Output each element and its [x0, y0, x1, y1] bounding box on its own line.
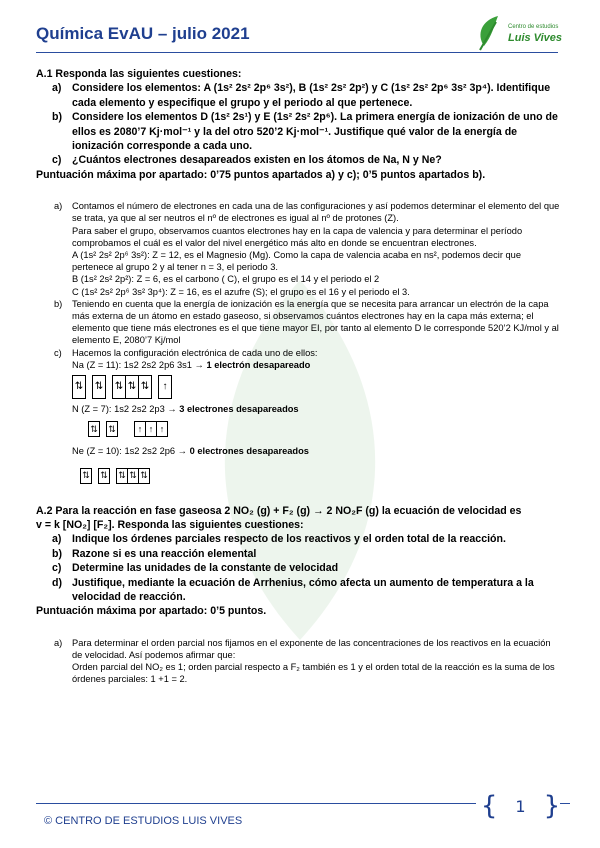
n-orbital-diagram: ⇅ ⇅ ↑ ↑ ↑: [88, 421, 560, 437]
q1-a-label: a): [52, 82, 62, 95]
a1-c-text: Hacemos la configuración electrónica de cada uno de ellos:: [72, 347, 318, 358]
footer-divider: [36, 803, 476, 804]
a1-a-B: B (1s² 2s² 2p²): Z = 6, es el carbono ( C), el grupo es el 14 y el periodo el 2: [72, 274, 380, 285]
q1-title: A.1 Responda las siguientes cuestiones:: [36, 68, 242, 80]
page-number-value: 1: [515, 796, 526, 816]
n-config: N (Z = 7): 1s2 2s2 2p3 →: [72, 404, 177, 415]
footer-copyright: © CENTRO DE ESTUDIOS LUIS VIVES: [44, 815, 243, 827]
q2-d-label: d): [52, 576, 62, 589]
a2-a-label: a): [54, 637, 63, 648]
ne-result: 0 electrones desapareados: [189, 446, 309, 457]
orbital-box: ⇅: [74, 380, 84, 392]
a1-a-label: a): [54, 201, 63, 212]
a1-a-p1: Contamos el número de electrones en cada una de las configuraciones y así podemos determinar el elemento del que se trata, ya que al ser neutros el nº de electrones es igual al nº de protones (Z).: [72, 201, 560, 224]
q2-b-text: Razone si es una reacción elemental: [72, 547, 257, 560]
a1-b-label: b): [54, 298, 63, 309]
q1-c-text: ¿Cuántos electrones desapareados existen en los átomos de Na, N y Ne?: [72, 154, 442, 167]
document-body: [36, 67, 560, 686]
q1-a-text: Considere los elementos: A (1s² 2s² 2p⁶ 3s²), B (1s² 2s² 2p²) y C (1s² 2s² 2p⁶ 3s² 3p⁴). Identifique cada elemento y especifique el grupo y el periodo al que pertenece.: [72, 82, 551, 109]
q2-a-text: Indique los órdenes parciales respecto de los reactivos y el orden total de la reacción.: [72, 533, 506, 546]
q2-a-label: a): [52, 533, 62, 546]
a1-c-label: c): [54, 347, 62, 358]
q2-score: Puntuación máxima por apartado: 0’5 puntos.: [36, 605, 267, 618]
page-number: [480, 790, 561, 822]
footer-divider-end: [560, 803, 570, 804]
na-result: 1 electrón desapareado: [206, 359, 311, 370]
page-title: Química EvAU – julio 2021: [36, 24, 250, 43]
a1-a-C: C (1s² 2s² 2p⁶ 3s² 3p⁴): Z = 16, es el azufre (S); el grupo es el 16 y el periodo el 3.: [72, 286, 410, 297]
orbital-box: ⇅: [94, 380, 104, 392]
q2-b-label: b): [52, 547, 62, 560]
q2-d-text: Justifique, mediante la ecuación de Arrhenius, cómo afecta un aumento de temperatura a la velocidad de reacción.: [72, 576, 534, 603]
q1-b-label: b): [52, 111, 62, 124]
a2-a-p2: Orden parcial del NO₂ es 1; orden parcial respecto a F₂ también es 1 y el orden total de la reacción es la suma de los órdenes parciales: 1 +1 = 2.: [72, 662, 555, 685]
q2-title-1: A.2 Para la reacción en fase gaseosa 2 NO₂ (g) + F₂ (g) → 2 NO₂F (g) la ecuación de velocidad es: [36, 504, 522, 517]
right-brace-icon: }: [543, 791, 561, 821]
q2-c-text: Determine las unidades de la constante de velocidad: [72, 562, 339, 575]
a1-a-p2: Para saber el grupo, observamos cuantos electrones hay en la capa de valencia y para determinar el período comprobamos el cuál es el valor del nivel energético más alto en donde se encuentran electrones.: [72, 225, 523, 248]
a1-a-A: A (1s² 2s² 2p⁶ 3s²): Z = 12, es el Magnesio (Mg). Como la capa de valencia acaba en ns², podemos decir que pertenece al grupo 2 y al tener n = 3, el periodo 3.: [72, 250, 522, 273]
q2-c-label: c): [52, 562, 62, 575]
a2-a-p1: Para determinar el orden parcial nos fijamos en el exponente de las concentraciones de los reactivos en la ecuación de velocidad. Así podemos afirmar que:: [72, 637, 551, 660]
a1-b-text: Teniendo en cuenta que la energía de ionización es la energía que se necesita para arrancar un electrón de la capa más externa de un átomo en estado gaseoso, si observamos cuántos electrones hay en la capa más externa; el elemento que tiene más electrones es el que tiene mayor EI, por tanto al elemento D le corresponde 520’2 KJ/mol y al elemento E, 2080’7 Kj/mol: [72, 298, 559, 346]
q1-c-label: c): [52, 154, 62, 167]
logo-line2: Luis Vives: [508, 32, 563, 44]
n-result: 3 electrones desapareados: [179, 404, 299, 415]
ne-orbital-diagram: ⇅ ⇅ ⇅ ⇅ ⇅: [80, 468, 560, 484]
q2-title-2: v = k [NO₂] [F₂]. Responda las siguientes cuestiones:: [36, 518, 304, 531]
na-config: Na (Z = 11): 1s2 2s2 2p6 3s1 →: [72, 359, 204, 370]
logo-line1: Centro de estudios: [508, 24, 559, 30]
orbital-box: ↑: [162, 380, 168, 392]
q1-b-text: Considere los elementos D (1s² 2s¹) y E (1s² 2s² 2p⁶). La primera energía de ionización de uno de ellos es 2080’7 Kj·mol⁻¹ y la del otro 520’2 Kj·mol⁻¹. Justifique qué valor de la energía de ionización corresponde a cada uno.: [72, 111, 558, 153]
q1-score: Puntuación máxima por apartado: 0’75 puntos apartados a) y c); 0’5 puntos apartados b).: [36, 168, 486, 181]
left-brace-icon: {: [480, 791, 498, 821]
na-orbital-diagram: ⇅ ⇅ ⇅ ⇅ ⇅ ↑: [72, 375, 560, 399]
ne-config: Ne (Z = 10): 1s2 2s2 2p6 →: [72, 446, 187, 457]
